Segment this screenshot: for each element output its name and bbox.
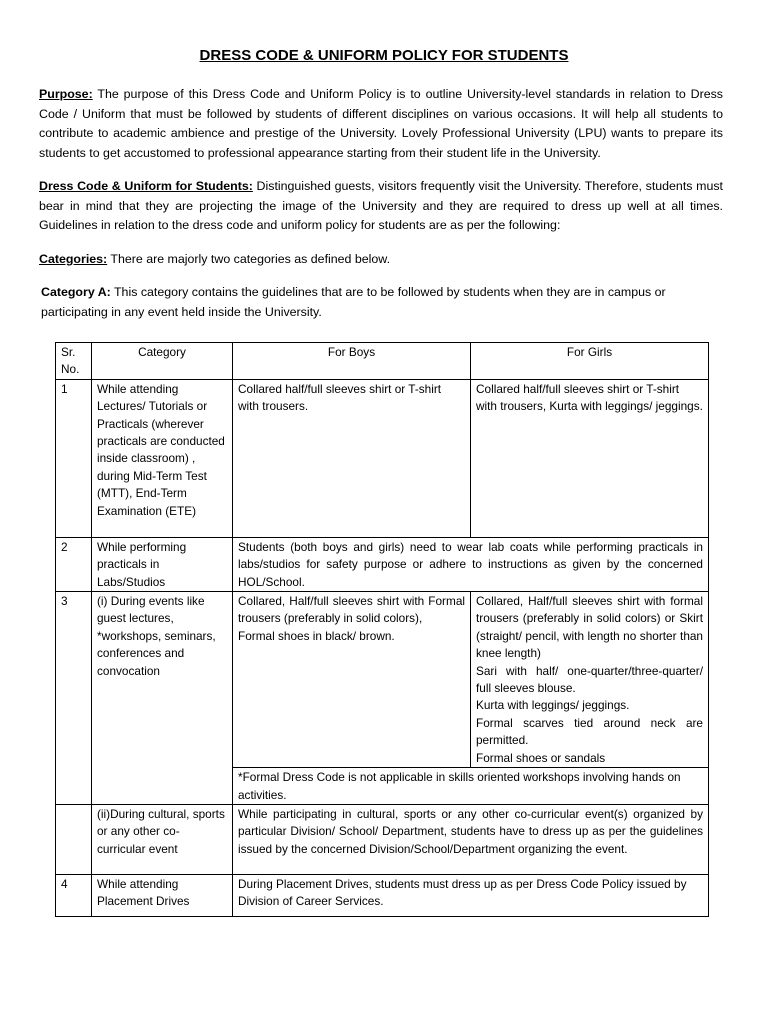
dress-code-table xyxy=(55,342,709,917)
row-3-girls-line-3: Kurta with leggings/ jeggings. xyxy=(476,698,630,713)
table-row xyxy=(56,592,709,768)
row-3-note: *Formal Dress Code is not applicable in skills oriented workshops involving hands on activities. xyxy=(233,768,709,805)
row-3b-both: While participating in cultural, sports or any other co-curricular event(s) organized by particular Division/ School/ Department, students have to dress up as per the guidelines issued by the concerned Division/School/Department organizing the event. xyxy=(233,804,709,874)
table-row xyxy=(56,537,709,591)
category-a-text: This category contains the guidelines that are to be followed by students when they are in campus or participating in any event held inside the University. xyxy=(41,285,666,319)
purpose-label: Purpose: xyxy=(39,87,93,101)
row-1-girls: Collared half/full sleeves shirt or T-shirt with trousers, Kurta with leggings/ jeggings. xyxy=(471,379,709,537)
header-for-boys: For Boys xyxy=(233,343,471,380)
row-3b-category: (ii)During cultural, sports or any other co-curricular event xyxy=(92,804,233,874)
row-3-boys-line-2: Formal shoes in black/ brown. xyxy=(238,628,395,643)
dress-code-paragraph xyxy=(39,177,723,236)
row-2-sr: 2 xyxy=(56,537,92,591)
category-a-label: Category A: xyxy=(41,285,111,299)
row-1-sr: 1 xyxy=(56,379,92,537)
row-1-category: While attending Lectures/ Tutorials or Practicals (wherever practicals are conducted inside classroom) , during Mid-Term Test (MTT), End-Term Examination (ETE) xyxy=(92,379,233,537)
row-3-girls-line-1: Collared, Half/full sleeves shirt with formal trousers (preferably in solid colors) or Skirt (straight/ pencil, with length no shorter than knee length) xyxy=(476,594,703,661)
row-4-both: During Placement Drives, students must dress up as per Dress Code Policy issued by Division of Career Services. xyxy=(233,874,709,916)
category-a-paragraph xyxy=(39,283,725,322)
row-4-sr: 4 xyxy=(56,874,92,916)
row-3-sr: 3 xyxy=(56,592,92,805)
row-3-girls-line-2: Sari with half/ one-quarter/three-quarter/ full sleeves blouse. xyxy=(476,663,703,696)
dress-code-label: Dress Code & Uniform for Students: xyxy=(39,179,253,193)
row-1-boys: Collared half/full sleeves shirt or T-shirt with trousers. xyxy=(233,379,471,537)
row-4-category: While attending Placement Drives xyxy=(92,874,233,916)
header-for-girls: For Girls xyxy=(471,343,709,380)
row-3-girls-line-4: Formal scarves tied around neck are permitted. xyxy=(476,715,703,748)
dress-code-text: Distinguished guests, visitors frequently visit the University. Therefore, students must bear in mind that they are projecting the image of the University and they are required to dress up well at all times. Guidelines in relation to the dress code and uniform policy for students are as per the following: xyxy=(39,179,723,233)
page-title: DRESS CODE & UNIFORM POLICY FOR STUDENTS xyxy=(199,47,569,64)
table-row xyxy=(56,804,709,874)
row-3-girls-line-5: Formal shoes or sandals xyxy=(476,750,606,765)
row-3-boys xyxy=(233,592,471,768)
categories-paragraph xyxy=(39,250,723,270)
row-3-boys-line-1: Collared, Half/full sleeves shirt with Formal trousers (preferably in solid colors), xyxy=(238,594,465,626)
categories-text: There are majorly two categories as defined below. xyxy=(107,252,391,266)
categories-label: Categories: xyxy=(39,252,108,266)
purpose-text: The purpose of this Dress Code and Uniform Policy is to outline University-level standards in relation to Dress Code / Uniform that must be followed by students of different disciplines on various occasions. It will help all students to contribute to academic ambience and prestige of the University. Lovely Professional University (LPU) wants to prepare its students to get accustomed to professional appearance starting from their student life in the University. xyxy=(39,87,723,160)
table-header-row xyxy=(56,343,709,380)
row-3-girls xyxy=(471,592,709,768)
row-2-both: Students (both boys and girls) need to wear lab coats while performing practicals in labs/studios for safety purpose or adhere to instructions as given by the concerned HOL/School. xyxy=(233,537,709,591)
row-3b-sr xyxy=(56,804,92,874)
header-category: Category xyxy=(92,343,233,380)
header-sr-no: Sr. No. xyxy=(56,343,92,380)
table-row xyxy=(56,379,709,537)
row-2-category: While performing practicals in Labs/Studios xyxy=(92,537,233,591)
row-3-category: (i) During events like guest lectures, *workshops, seminars, conferences and convocation xyxy=(92,592,233,805)
table-row xyxy=(56,874,709,916)
purpose-paragraph xyxy=(39,85,723,163)
